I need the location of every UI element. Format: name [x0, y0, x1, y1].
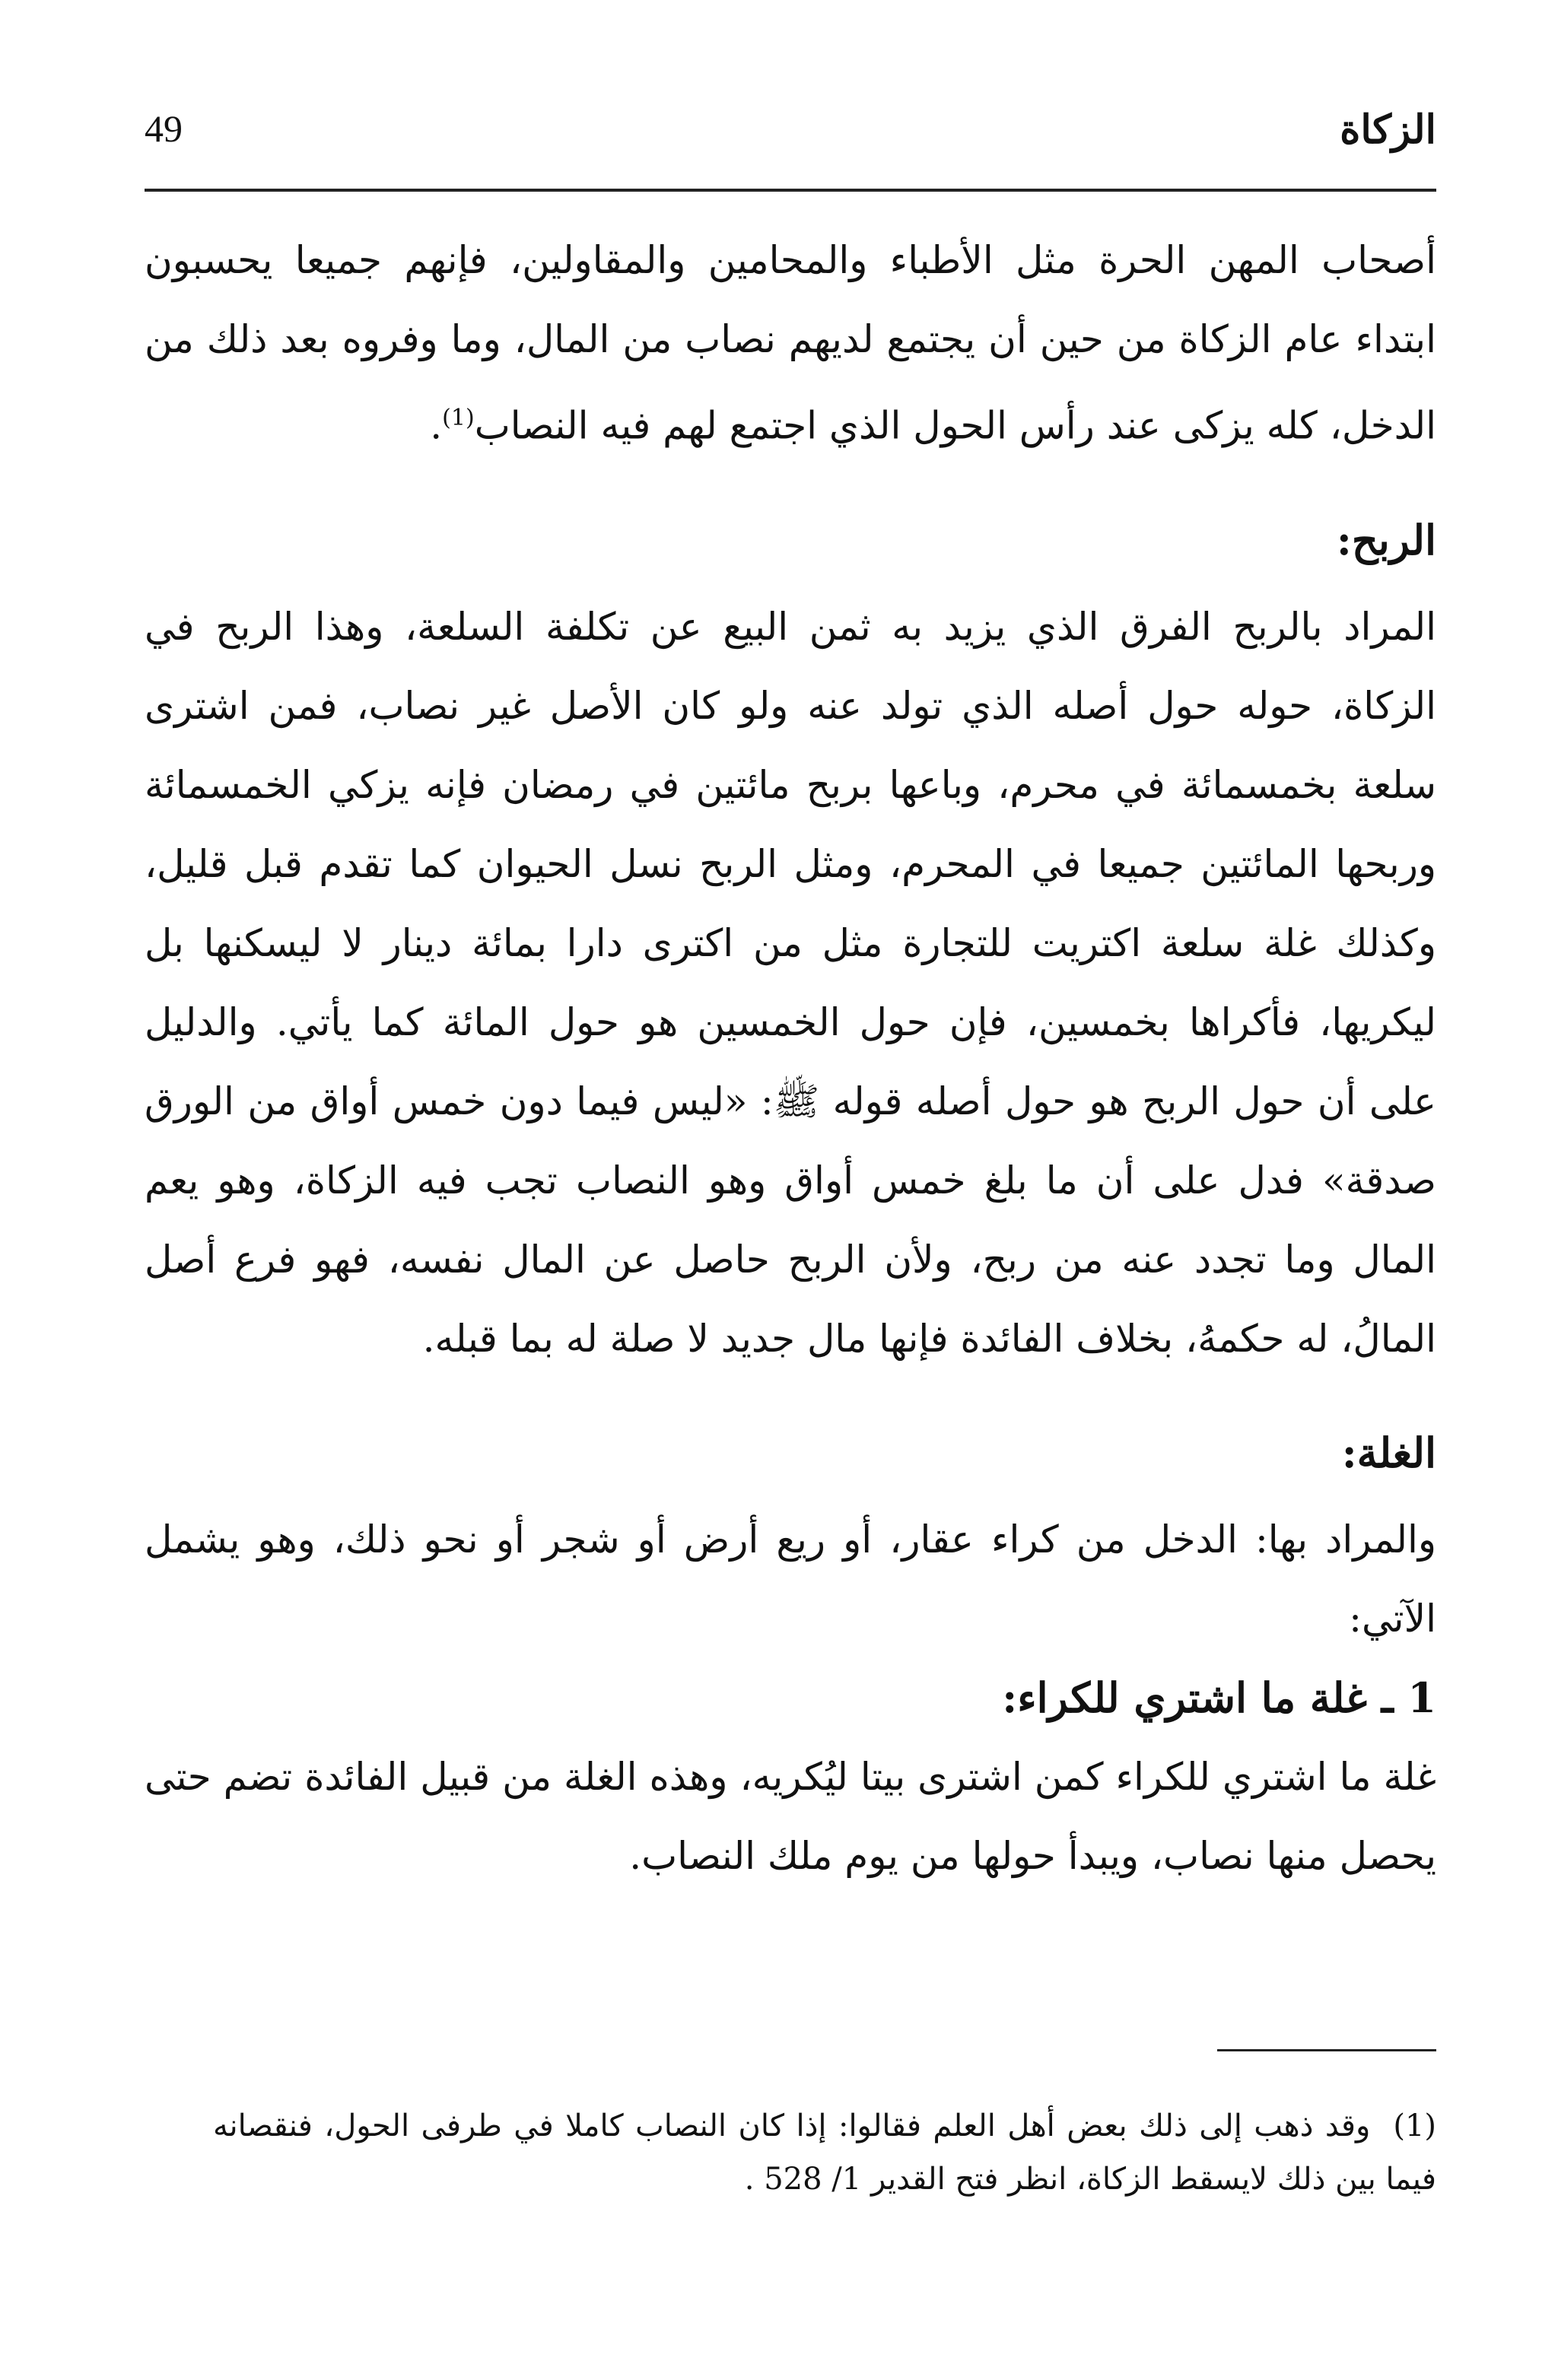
footnote-text: وقد ذهب إلى ذلك بعض أهل العلم فقالوا: إذا كان النصاب كاملا في طرفى الحول، فنقصانه فيما بين ذلك لايسقط الزكاة، انظر فتح القدير 1/ 528 . — [213, 2108, 1436, 2197]
intro-period: . — [430, 403, 443, 448]
running-title: الزكاة — [1340, 106, 1436, 153]
intro-paragraph — [145, 221, 1436, 466]
page-number: 49 — [145, 107, 183, 150]
page-header — [145, 106, 1436, 175]
footnote-marker: (1) — [1393, 2108, 1436, 2143]
section-heading-ribh: الربح: — [1336, 515, 1436, 564]
header-divider — [145, 189, 1436, 192]
footnote-divider — [1217, 2049, 1436, 2051]
intro-text: أصحاب المهن الحرة مثل الأطباء والمحامين والمقاولين، فإنهم جميعا يحسبون ابتداء عام الزكاة من حين أن يجتمع لديهم نصاب من المال، وما وفروه بعد ذلك من الدخل، كله يزكى عند رأس الحول الذي اجتمع لهم فيه النصاب — [145, 238, 1436, 448]
footnote-reference: (1) — [442, 405, 475, 431]
subsection-heading-1: 1 ـ غلة ما اشتري للكراء: — [1002, 1673, 1436, 1722]
section-heading-ghalla: الغلة: — [1341, 1428, 1436, 1477]
footnote — [213, 2099, 1436, 2206]
main-text — [145, 221, 1436, 1895]
subsection-1-paragraph: غلة ما اشتري للكراء كمن اشترى بيتا ليُكريه، وهذه الغلة من قبيل الفائدة تضم حتى يحصل منها نصاب، ويبدأ حولها من يوم ملك النصاب. — [145, 1754, 1436, 1878]
ribh-paragraph: المراد بالربح الفرق الذي يزيد به ثمن البيع عن تكلفة السلعة، وهذا الربح في الزكاة، حوله حول أصله الذي تولد عنه ولو كان الأصل غير نصاب، فمن اشترى سلعة بخمسمائة في محرم، وباعها بربح مائتين في رمضان فإنه يزكي الخمسمائة وربحها المائتين جميعا في المحرم، ومثل الربح نسل الحيوان كما تقدم قبل قليل، وكذلك غلة سلعة اكتريت للتجارة مثل من اكترى دارا بمائة دينار لا ليسكنها بل ليكريها، فأكراها بخمسين، فإن حول الخمسين هو حول المائة كما يأتي. والدليل على أن حول الربح هو حول أصله قوله ﷺ: «ليس فيما دون خمس أواق من الورق صدقة» فدل على أن ما بلغ خمس أواق وهو النصاب تجب فيه الزكاة، وهو يعم المال وما تجدد عنه من ربح، ولأن الربح حاصل عن المال نفسه، فهو فرع أصل المالُ، له حكمهُ، بخلاف الفائدة فإنها مال جديد لا صلة له بما قبله. — [145, 604, 1436, 1361]
ghalla-paragraph: والمراد بها: الدخل من كراء عقار، أو ريع أرض أو شجر أو نحو ذلك، وهو يشمل الآتي: — [145, 1517, 1436, 1641]
